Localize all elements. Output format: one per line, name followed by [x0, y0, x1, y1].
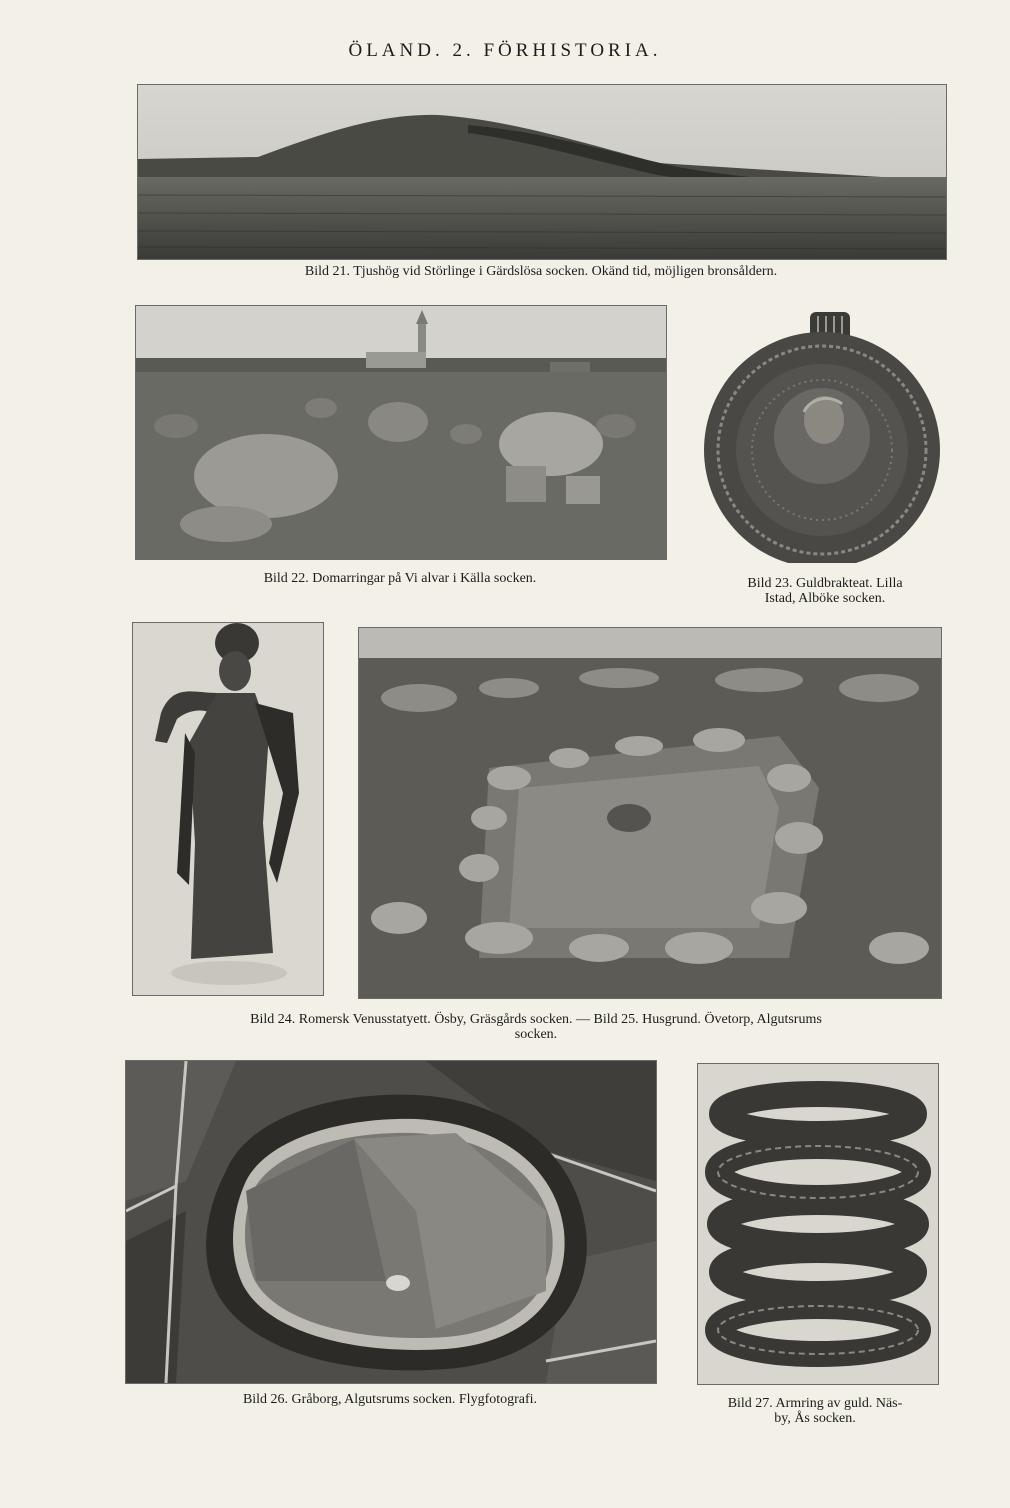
photo-bracteate: [700, 308, 945, 563]
photo-graborg-aerial: [125, 1060, 657, 1384]
caption-bild-27-line2: by, Ås socken.: [774, 1411, 856, 1426]
photo-grave-mound: [137, 84, 947, 260]
photo-venus-statuette: [132, 622, 324, 996]
photo-stone-circles: [135, 305, 667, 560]
caption-bild-27-line1: Bild 27. Armring av guld. Näs-: [727, 1396, 903, 1411]
photo-house-foundation: [358, 627, 942, 999]
caption-bild-24-25-line2: socken.: [514, 1027, 558, 1042]
caption-bild-26: Bild 26. Gråborg, Algutsrums socken. Flygfotografi.: [242, 1392, 538, 1407]
caption-bild-21: Bild 21. Tjushög vid Störlinge i Gärdslösa socken. Okänd tid, möjligen bronsåldern.: [304, 264, 778, 279]
page-title: ÖLAND. 2. FÖRHISTORIA.: [348, 40, 662, 61]
caption-bild-23-line1: Bild 23. Guldbrakteat. Lilla: [747, 576, 903, 591]
caption-bild-23-line2: Istad, Alböke socken.: [764, 591, 886, 606]
caption-bild-24-25-line1: Bild 24. Romersk Venusstatyett. Ösby, Gräsgårds socken. — Bild 25. Husgrund. Övetorp, Algutsrums: [250, 1012, 822, 1027]
photo-arm-ring: [697, 1063, 939, 1385]
caption-bild-22: Bild 22. Domarringar på Vi alvar i Källa socken.: [263, 571, 537, 586]
